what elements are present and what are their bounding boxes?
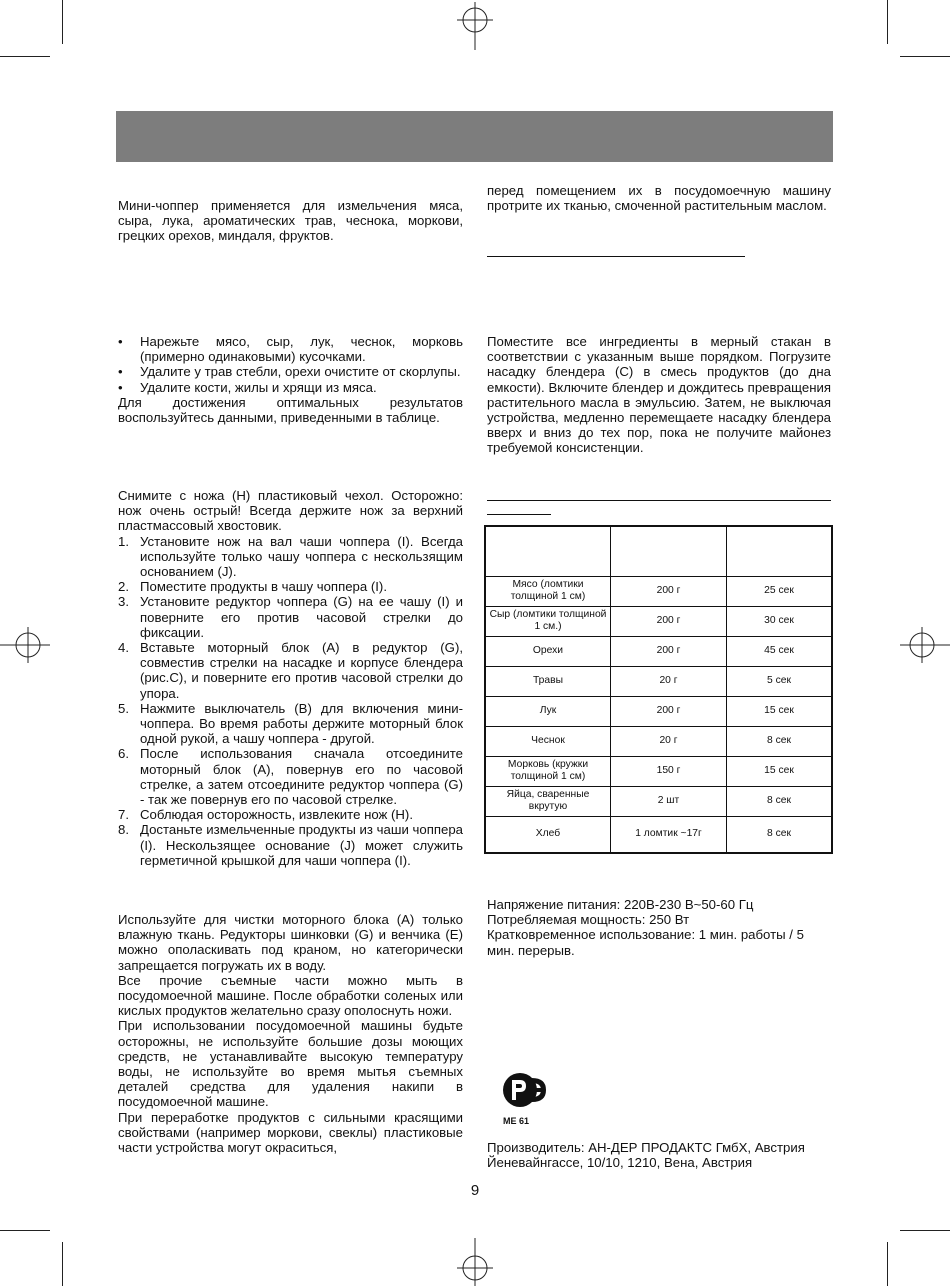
table-cell: 15 сек — [727, 696, 833, 726]
table-cell: 2 шт — [611, 786, 727, 816]
registration-mark-right — [900, 615, 950, 675]
divider — [487, 256, 745, 257]
certification-icon — [498, 1070, 550, 1110]
table-cell: 25 сек — [727, 576, 833, 606]
crop-mark — [900, 56, 950, 57]
mayonnaise-text: Поместите все ингредиенты в мерный стакан в соответствии с указанным выше порядком. Погрузите насадку блендера (C) в смесь продуктов (до дна емкости). Включите блендер и дождитесь превращения растительного масла в эмульсию. Затем, не выключая устройства, медленно перемещаете насадку блендера вверх и вниз до тех пор, пока не получите майонез требуемой консистенции. — [487, 334, 831, 456]
cleaning-paragraph: Все прочие съемные части можно мыть в посудомоечной машине. После обработки соленых или кислых продуктов желательно сразу ополоснуть ножи. — [118, 972, 463, 1019]
table-cell: 45 сек — [727, 636, 833, 666]
crop-mark — [900, 1230, 950, 1231]
table-header — [611, 526, 727, 576]
table-row — [485, 606, 832, 636]
registration-mark-left — [0, 615, 50, 675]
table-cell: Мясо (ломтики толщиной 1 см) — [485, 576, 611, 606]
table-cell: Травы — [485, 666, 611, 696]
manufacturer-line: Производитель: АН-ДЕР ПРОДАКТС ГмбХ, Австрия — [487, 1140, 805, 1155]
table-cell: 200 г — [611, 606, 727, 636]
preparation-section — [118, 334, 463, 425]
intro-paragraph — [118, 198, 463, 244]
table-cell: Хлеб — [485, 816, 611, 853]
cleaning-paragraph: При переработке продуктов с сильными красящими свойствами (например моркови, свеклы) пластиковые части устройства могут окраситься, — [118, 1109, 463, 1156]
crop-mark — [62, 1242, 63, 1286]
manufacturer-section — [487, 1140, 831, 1170]
spec-voltage: Напряжение питания: 220В-230 В~50-60 Гц — [487, 897, 754, 912]
header-bar — [116, 111, 833, 162]
table-cell: Орехи — [485, 636, 611, 666]
spec-power: Потребляемая мощность: 250 Вт — [487, 912, 690, 928]
table-cell: 8 сек — [727, 816, 833, 853]
registration-mark-bottom — [445, 1238, 505, 1286]
list-item: 4. Вставьте моторный блок (A) в редуктор (G), совместив стрелки на насадке и корпусе блендера (рис.С), и поверните его против часовой стрелки до упора. — [118, 640, 463, 701]
table-cell: 30 сек — [727, 606, 833, 636]
table-cell: Морковь (кружки толщиной 1 см) — [485, 756, 611, 786]
list-item: 8. Достаньте измельченные продукты из чаши чоппера (I). Нескользящее основание (J) может служить герметичной крышкой для чаши чоппера (I). — [118, 822, 463, 868]
table-cell: 8 сек — [727, 786, 833, 816]
table-cell: 20 г — [611, 726, 727, 756]
cleaning-continued-text: перед помещением их в посудомоечную машину протрите их тканью, смоченной растительным маслом. — [487, 183, 831, 214]
table-cell: 200 г — [611, 636, 727, 666]
table-cell: 150 г — [611, 756, 727, 786]
table-row — [485, 756, 832, 786]
table-header — [485, 526, 611, 576]
table-header — [727, 526, 833, 576]
table-row — [485, 576, 832, 606]
table-cell: Чеснок — [485, 726, 611, 756]
certification-logo — [498, 1070, 550, 1126]
divider — [487, 514, 551, 515]
table-cell: Сыр (ломтики толщиной 1 см.) — [485, 606, 611, 636]
cleaning-paragraph: Используйте для чистки моторного блока (A) только влажную ткань. Редукторы шинковки (G) и венчика (E) можно ополаскивать под краном, но категорически запрещается погружать их в воду. — [118, 912, 463, 973]
prep-note: Для достижения оптимальных результатов воспользуйтесь данными, приведенными в таблице. — [118, 394, 463, 426]
list-item: 1. Установите нож на вал чаши чоппера (I). Всегда используйте только чашу чоппера с нескользящим основанием (J). — [118, 533, 463, 580]
table-cell: 200 г — [611, 576, 727, 606]
certification-code: ME 61 — [503, 1116, 530, 1126]
table-row — [485, 696, 832, 726]
table-cell: 200 г — [611, 696, 727, 726]
crop-mark — [62, 0, 63, 44]
list-item: 2. Поместите продукты в чашу чоппера (I). — [118, 579, 387, 595]
processing-table — [484, 525, 833, 854]
specifications-section — [487, 897, 831, 958]
cleaning-paragraph: При использовании посудомоечной машины будьте осторожны, не используйте большие дозы моющих средств, не устанавливайте высокую температуру воды, не используйте во время мытья съемных деталей средства для удаления накипи в посудомоечной машине. — [118, 1018, 463, 1110]
intro-text: Мини-чоппер применяется для измельчения мяса, сыра, лука, ароматических трав, чеснока, моркови, грецких орехов, миндаля, фруктов. — [118, 198, 463, 244]
crop-mark — [0, 56, 50, 57]
page-number: 9 — [470, 1182, 480, 1199]
table-row — [485, 816, 832, 853]
table-header-row — [485, 526, 832, 576]
manufacturer-address: Йеневайнгассе, 10/10, 1210, Вена, Австрия — [487, 1155, 753, 1171]
list-item: 7. Соблюдая осторожность, извлеките нож (H). — [118, 807, 413, 823]
list-item: • Удалите кости, жилы и хрящи из мяса. — [118, 379, 377, 395]
list-item: 6. После использования сначала отсоедините моторный блок (A), повернув его по часовой стрелке, а затем отсоедините редуктор чоппера (G) - так же повернув его по часовой стрелке. — [118, 746, 463, 808]
table-cell: 8 сек — [727, 726, 833, 756]
table-cell: 15 сек — [727, 756, 833, 786]
spec-duty-cycle: Кратковременное использование: 1 мин. работы / 5 мин. перерыв. — [487, 927, 804, 958]
divider — [487, 500, 831, 501]
table-row — [485, 666, 832, 696]
usage-section — [118, 488, 463, 868]
table-row — [485, 786, 832, 816]
registration-mark-top — [445, 2, 505, 50]
usage-intro: Снимите с ножа (H) пластиковый чехол. Осторожно: нож очень острый! Всегда держите нож за верхний пластмассовый хвостовик. — [118, 488, 463, 534]
table-row — [485, 636, 832, 666]
cleaning-section — [118, 912, 463, 1155]
table-row — [485, 726, 832, 756]
crop-mark — [887, 0, 888, 44]
table-cell: 5 сек — [727, 666, 833, 696]
list-item: • Удалите у трав стебли, орехи очистите от скорлупы. — [118, 364, 461, 380]
list-item: 3. Установите редуктор чоппера (G) на ее чашу (I) и поверните его против часовой стрелки до фиксации. — [118, 594, 463, 640]
crop-mark — [0, 1230, 50, 1231]
mayonnaise-section — [487, 334, 831, 456]
cleaning-continued — [487, 183, 831, 213]
table-cell: Лук — [485, 696, 611, 726]
list-item: • Нарежьте мясо, сыр, лук, чеснок, морковь (примерно одинаковыми) кусочками. — [118, 334, 463, 365]
table-cell: Яйца, сваренные вкрутую — [485, 786, 611, 816]
table-cell: 1 ломтик ~17г — [611, 816, 727, 853]
list-item: 5. Нажмите выключатель (B) для включения мини-чоппера. Во время работы держите моторный блок одной рукой, а чашу чоппера - другой. — [118, 700, 463, 747]
table-cell: 20 г — [611, 666, 727, 696]
crop-mark — [887, 1242, 888, 1286]
